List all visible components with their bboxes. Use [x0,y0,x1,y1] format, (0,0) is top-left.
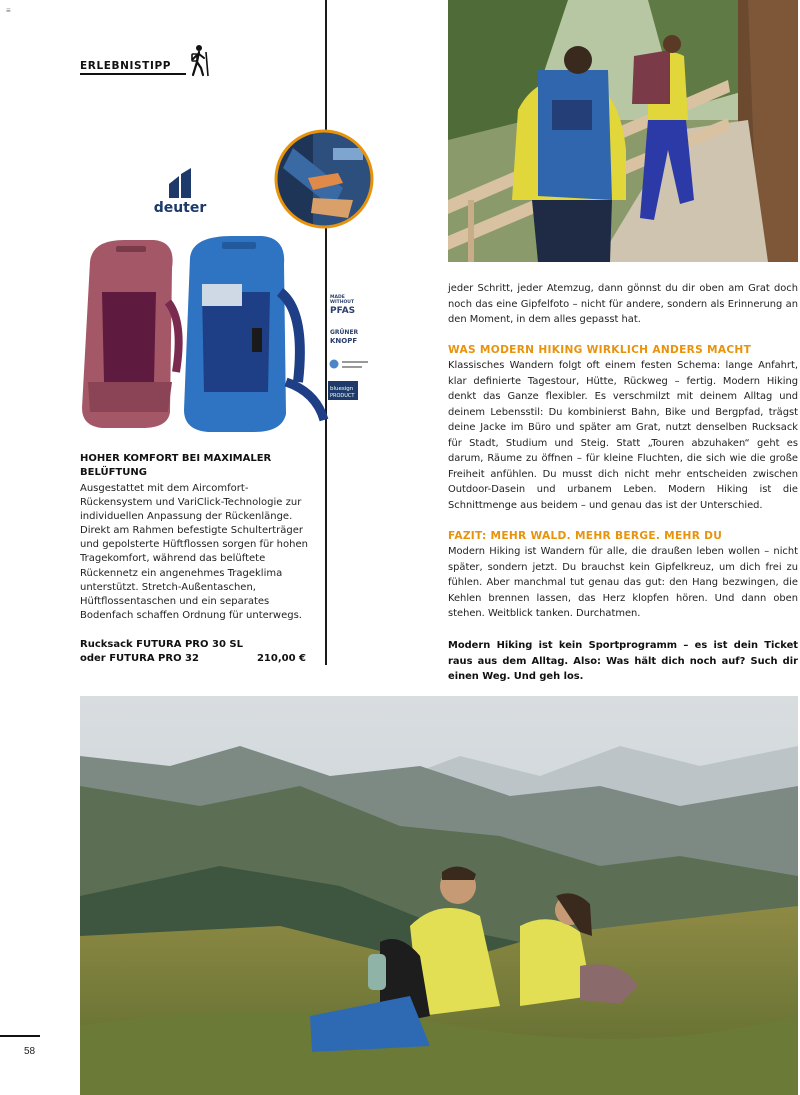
product-description: Ausgestattet mit dem Aircomfort-Rückensystem und VariClick-Technologie zur individuellen Anpassung der Rückenlänge. Direkt am Rahmen befestigte Schulterträger und gepolsterte Hüftflossen sorgen für hohen Tragekomfort, während das belüftete Rückennetz ein angenehmes Trageklima unterstützt. Stretch-Außentaschen, Hüftflossentaschen und ein separates Bodenfach schaffen Ordnung für unterwegs. [80,483,308,621]
mountain-photo [80,696,798,1095]
badge-line: WITHOUT [330,300,355,305]
gruener-knopf-badge [330,329,359,345]
bluesign-badge [328,381,358,400]
badge-line: PFAS [330,306,356,316]
detail-photo [273,128,375,230]
hiker-icon [186,44,212,78]
article-heading: WAS MODERN HIKING WIRKLICH ANDERS MACHT [448,344,752,356]
backpack-product-image [72,232,334,442]
hikers-photo [448,0,798,262]
badge-line: KNOPF [330,337,358,345]
page-number: 58 [24,1046,36,1057]
badge-line: GRÜNER [330,329,359,336]
menu-icon[interactable]: ≡ [6,6,11,15]
certification-badges [328,292,370,404]
badge-line: PRODUCT [330,393,355,399]
page-rule [0,1035,40,1037]
pfas-badge [330,294,355,316]
brand-name: deuter [153,200,207,216]
product-price: 210,00 € [256,653,306,664]
deuter-logo-icon [167,168,193,198]
badge-line: bluesign [330,386,354,392]
leaf-badge [330,360,369,369]
section-header [80,44,212,80]
product-name: Rucksack FUTURA PRO 30 SL oder FUTURA PRO 32 [80,639,243,664]
badge-line: MADE [330,295,345,300]
header-underline [80,73,186,75]
article-closing: Modern Hiking ist kein Sportprogramm – es ist dein Ticket raus aus dem Alltag. Also: Was hält dich noch auf? Such dir einen Weg. Und geh los. [448,640,798,682]
section-label: ERLEBNISTIPP [80,60,172,72]
brand-logo [148,168,212,222]
article-intro: jeder Schritt, jeder Atemzug, dann gönnst du dir oben am Grat doch noch das eine Gipfelfoto – nicht für andere, sondern als Erinnerung an den Moment, in dem alles gepasst hat. [448,283,798,325]
article-heading: FAZIT: MEHR WALD. MEHR BERGE. MEHR DU [448,530,723,542]
article-paragraph: Klassisches Wandern folgt oft einem festen Schema: lange Anfahrt, klar definierte Tagestour, Hütte, Rückweg – fertig. Modern Hiking denkt das Ganze flexibler. Es verschmilzt mit deinem Alltag und deinem Lebensstil: Du kombinierst Bahn, Bike und Bergpfad, trägst deine Jacke im Büro und später am Grat, nutzt denselben Rucksack für Stadt, Studium und Steig. Statt „Touren abzuhaken“ geht es darum, Räume zu öffnen – für kleine Fluchten, die sich wie die große Freiheit anfühlen. Du musst dich nicht mehr entscheiden zwischen Outdoor-Dasein und urbanem Leben. Modern Hiking ist die Schnittmenge aus beidem – und genau das ist der Unterschied. [448,360,798,511]
product-title: HOHER KOMFORT BEI MAXIMALER BELÜFTUNG [80,453,272,478]
article-paragraph: Modern Hiking ist Wandern für alle, die draußen leben wollen – nicht später, sondern jetzt. Du brauchst kein Gipfelkreuz, um dich frei zu fühlen. Aber manchmal tut genau das gut: den Hang bezwingen, die Kehlen brennen lassen, das Herz klopfen hören. Und dann oben stehen. Weitblick tanken. Durchatmen. [448,546,798,619]
